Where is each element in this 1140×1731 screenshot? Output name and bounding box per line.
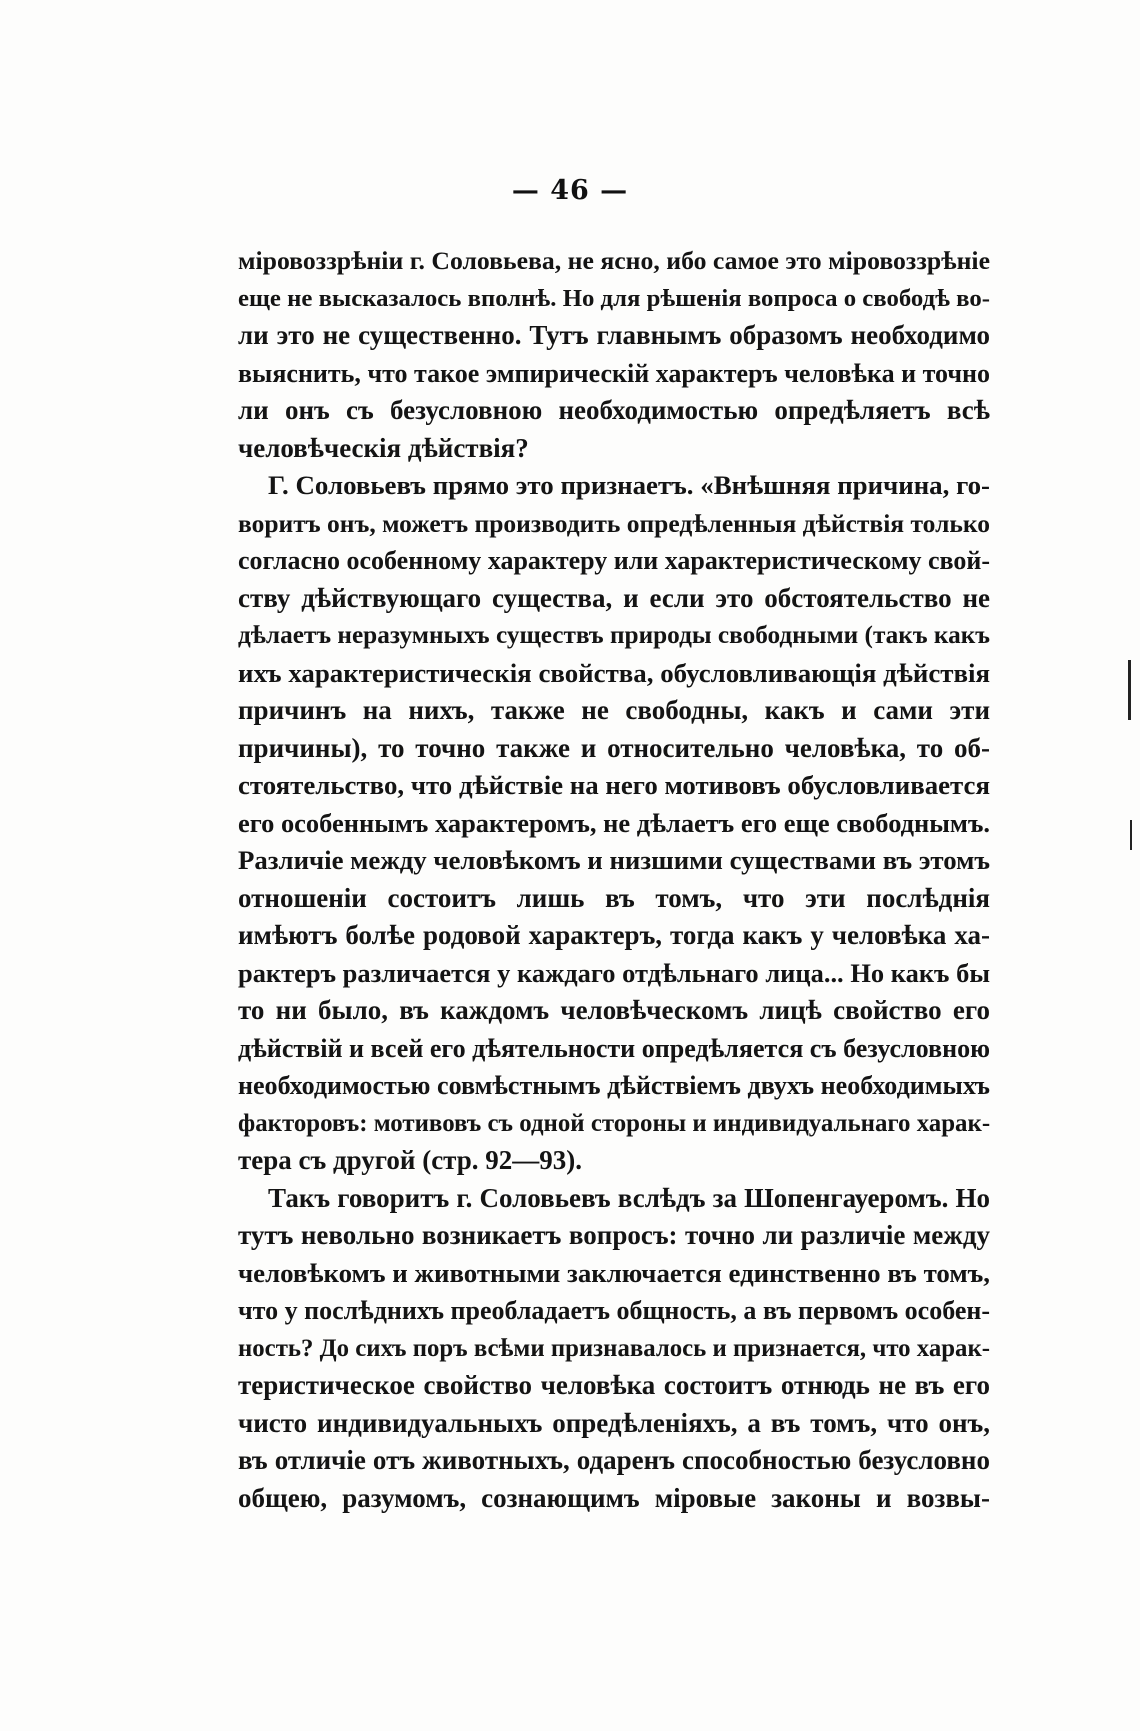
- text-line: въ отличіе отъ животныхъ, одаренъ способностью безусловно: [238, 1445, 990, 1475]
- text-line: факторовъ: мотивовъ съ одной стороны и индивидуальнаго харак-: [238, 1109, 991, 1137]
- page-number: — 46 —: [511, 175, 629, 206]
- text-line: согласно особенному характеру или характеристическому свой-: [238, 546, 990, 575]
- text-line: ли это не существенно. Тутъ главнымъ образомъ необходимо: [238, 320, 990, 350]
- text-line: общею, разумомъ, сознающимъ міровые законы и возвы-: [238, 1482, 990, 1513]
- text-line: еще не высказалось вполнѣ. Но для рѣшенія вопроса о свободѣ во-: [238, 284, 990, 312]
- text-line: стоятельство, что дѣйствіе на него мотивовъ обусловливается: [238, 770, 990, 800]
- text-line: то ни было, въ каждомъ человѣческомъ лицѣ свойство его: [238, 995, 990, 1025]
- text-line: что у послѣднихъ преобладаетъ общность, а въ первомъ особен-: [238, 1296, 990, 1325]
- text-line: отношеніи состоитъ лишь въ томъ, что эти послѣднія: [238, 882, 990, 913]
- text-line: выяснить, что такое эмпирическій характеръ человѣка и точно: [238, 358, 990, 388]
- text-line: ность? До сихъ поръ всѣми признавалось и признается, что харак-: [238, 1334, 990, 1362]
- text-line: дѣлаетъ неразумныхъ существъ природы свободными (такъ какъ: [238, 621, 990, 649]
- text-line: человѣческія дѣйствія?: [238, 432, 529, 463]
- text-line: теристическое свойство человѣка состоитъ отнюдь не въ его: [238, 1370, 990, 1400]
- text-line: необходимостью совмѣстнымъ дѣйствіемъ двухъ необходимыхъ: [238, 1071, 990, 1100]
- text-line: имѣютъ болѣе родовой характеръ, тогда какъ у человѣка ха-: [238, 920, 990, 950]
- text-line: міровоззрѣніи г. Соловьева, не ясно, ибо самое это міровоззрѣніе: [238, 246, 990, 275]
- text-line: тутъ невольно возникаетъ вопросъ: точно ли различіе между: [238, 1220, 990, 1250]
- text-line: чисто индивидуальныхъ опредѣленіяхъ, а въ томъ, что онъ,: [238, 1407, 990, 1438]
- text-line: человѣкомъ и животными заключается единственно въ томъ,: [238, 1257, 990, 1288]
- text-line: ству дѣйствующаго существа, и если это обстоятельство не: [238, 582, 990, 613]
- text-line: его особеннымъ характеромъ, не дѣлаетъ его еще свободнымъ.: [238, 807, 990, 838]
- text-line: рактеръ различается у каждаго отдѣльнаго лица... Но какъ бы: [238, 957, 990, 988]
- text-line: воритъ онъ, можетъ производить опредѣленныя дѣйствія только: [238, 508, 990, 538]
- text-line: ли онъ съ безусловною необходимостью опредѣляетъ всѣ: [238, 395, 990, 425]
- text-line: причинъ на нихъ, также не свободны, какъ и сами эти: [238, 695, 990, 725]
- text-line: причины), то точно также и относительно человѣка, то об-: [238, 732, 990, 763]
- text-line: тера съ другой (стр. 92—93).: [238, 1145, 583, 1175]
- body-text: [238, 242, 990, 1517]
- text-line: Г. Соловьевъ прямо это признаетъ. «Внѣшняя причина, го-: [268, 470, 990, 500]
- text-line: Различіе между человѣкомъ и низшими существами въ этомъ: [238, 845, 990, 875]
- margin-scan-mark: [1128, 660, 1131, 720]
- text-line: дѣйствій и всей его дѣятельности опредѣляется съ безусловною: [238, 1033, 990, 1063]
- text-line: Такъ говоритъ г. Соловьевъ вслѣдъ за Шопенгауеромъ. Но: [268, 1182, 990, 1213]
- margin-scan-mark: [1130, 820, 1132, 850]
- text-line: ихъ характеристическія свойства, обусловливающія дѣйствія: [238, 657, 990, 688]
